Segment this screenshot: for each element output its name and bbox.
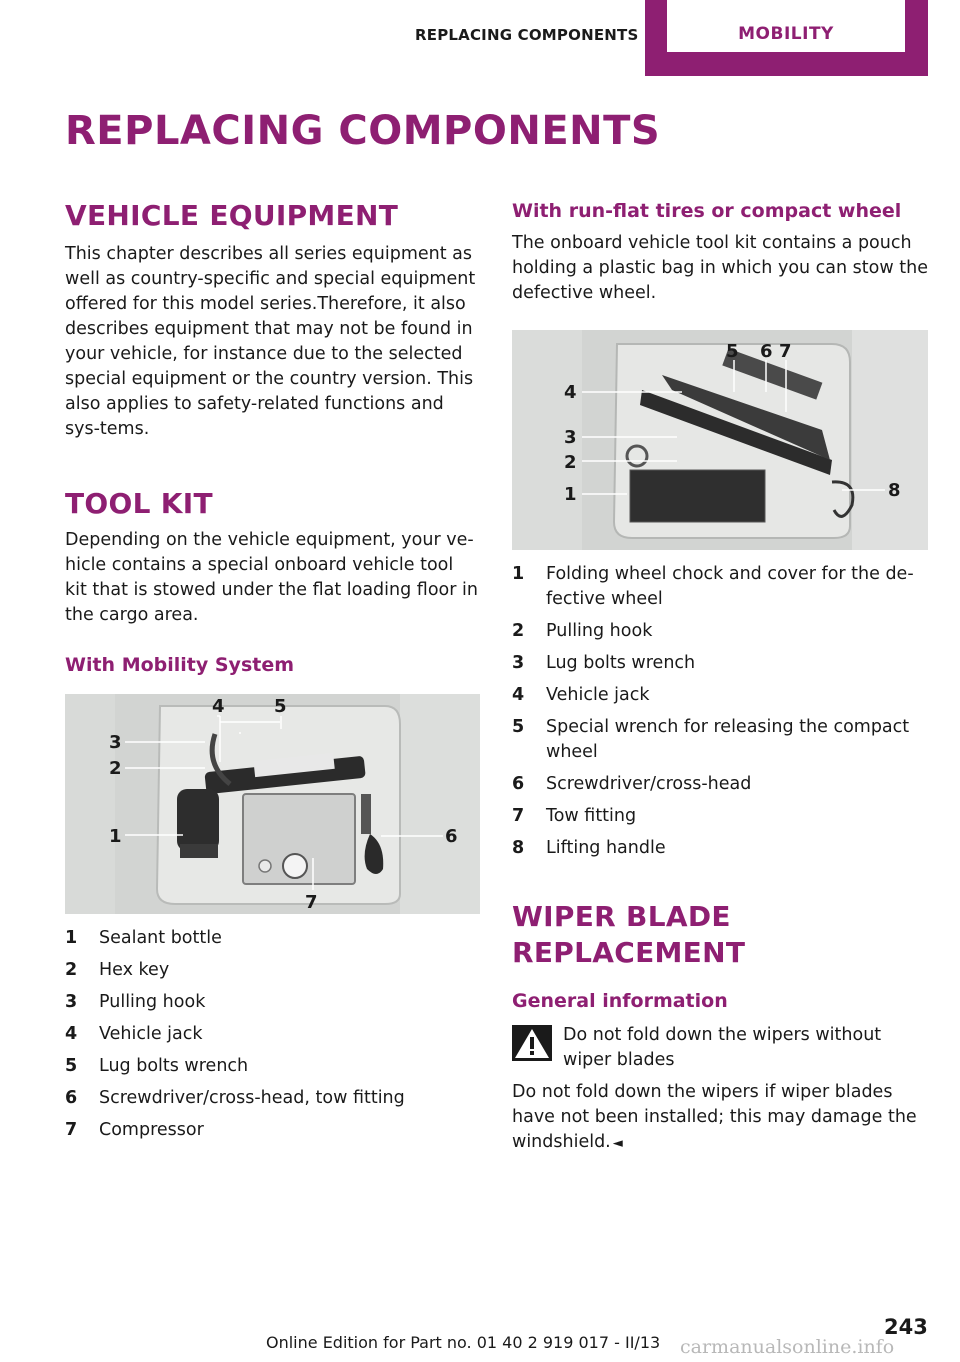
callout-6: 6: [445, 826, 458, 847]
warning-note: [512, 1023, 928, 1073]
footer-edition: Online Edition for Part no. 01 40 2 919 017 - II/13: [266, 1333, 661, 1352]
item-number: 1: [512, 564, 525, 584]
chapter-tab-label: MOBILITY: [667, 0, 905, 52]
callout-2: 2: [109, 758, 122, 779]
item-number: 3: [65, 992, 78, 1012]
list-item: [512, 804, 928, 829]
item-text: Tow fitting: [546, 806, 637, 826]
wiper-heading: WIPER BLADE REPLACEMENT: [512, 900, 746, 969]
list-item: [512, 715, 928, 765]
header-section-title: REPLACING COMPONENTS: [415, 26, 639, 44]
callout-7: 7: [779, 341, 792, 362]
item-text: Screwdriver/cross-head: [546, 774, 752, 794]
wiper-body-text: Do not fold down the wipers if wiper blades have not been installed; this may damage the windshield.: [512, 1082, 917, 1152]
item-text: Vehicle jack: [546, 685, 650, 705]
left-column: [65, 196, 480, 1150]
wiper-subheading: General information: [512, 990, 728, 1012]
list-item: [65, 1022, 480, 1047]
callout-6: 6: [760, 341, 773, 362]
item-number: 3: [512, 653, 525, 673]
callout-4: 4: [212, 696, 225, 717]
list-item: [512, 683, 928, 708]
run-flat-heading: With run-flat tires or compact wheel: [512, 200, 902, 222]
list-item: [65, 1118, 480, 1143]
callout-7: 7: [305, 892, 318, 913]
item-text: Special wrench for releasing the compact wheel: [546, 717, 910, 762]
list-item: [512, 619, 928, 644]
item-number: 4: [65, 1024, 78, 1044]
list-item: [512, 562, 928, 612]
item-text: Pulling hook: [99, 992, 206, 1012]
callout-5: 5: [274, 696, 287, 717]
run-flat-body: The onboard vehicle tool kit contains a pouch holding a plastic bag in which you can stow the defective wheel.: [512, 233, 928, 303]
item-text: Hex key: [99, 960, 170, 980]
right-column: [512, 196, 928, 1156]
item-number: 7: [512, 806, 525, 826]
item-number: 5: [65, 1056, 78, 1076]
item-text: Screwdriver/cross-head, tow fitting: [99, 1088, 405, 1108]
item-text: Lug bolts wrench: [546, 653, 696, 673]
vehicle-equipment-body: This chapter describes all series equipment as well as country-specific and special equipment offered for this model series.Therefore, it also describes equipment that may not be found in your vehicle, for instance due to the selected special equipment or the country version. This also applies to safety-related functions and sys-tems.: [65, 244, 476, 439]
callout-1: 1: [564, 484, 577, 505]
callout-4: 4: [564, 382, 577, 403]
callout-8: 8: [888, 480, 901, 501]
list-item: [65, 926, 480, 951]
item-number: 2: [512, 621, 525, 641]
run-flat-illustration: [512, 330, 928, 550]
mobility-system-list: [65, 926, 480, 1143]
warning-title: Do not fold down the wipers without wiper blades: [563, 1025, 882, 1070]
item-number: 2: [65, 960, 78, 980]
warning-triangle-icon: [512, 1025, 552, 1061]
list-item: [512, 651, 928, 676]
list-item: [65, 1086, 480, 1111]
item-text: Folding wheel chock and cover for the de-fective wheel: [546, 564, 914, 609]
list-item: [512, 772, 928, 797]
run-flat-figure: [512, 330, 928, 550]
item-text: Lifting handle: [546, 838, 666, 858]
mobility-system-figure: [65, 694, 480, 914]
item-number: 8: [512, 838, 525, 858]
callout-1: 1: [109, 826, 122, 847]
item-text: Lug bolts wrench: [99, 1056, 249, 1076]
item-number: 4: [512, 685, 525, 705]
list-item: [65, 1054, 480, 1079]
tool-kit-body: Depending on the vehicle equipment, your ve-hicle contains a special onboard vehicle tool kit that is stowed under the flat loading floor in the cargo area.: [65, 530, 478, 625]
watermark: carmanualsonline.info: [680, 1336, 895, 1358]
run-flat-list: [512, 562, 928, 861]
list-item: [65, 958, 480, 983]
page-number: 243: [884, 1315, 928, 1339]
list-item: [65, 990, 480, 1015]
item-number: 6: [512, 774, 525, 794]
item-number: 6: [65, 1088, 78, 1108]
callout-5: 5: [726, 341, 739, 362]
end-mark-icon: ◄: [612, 1136, 623, 1151]
callout-3: 3: [564, 427, 577, 448]
item-text: Sealant bottle: [99, 928, 222, 948]
item-number: 5: [512, 717, 525, 737]
item-text: Pulling hook: [546, 621, 653, 641]
list-item: [512, 836, 928, 861]
item-number: 1: [65, 928, 78, 948]
callout-2: 2: [564, 452, 577, 473]
item-text: Compressor: [99, 1120, 204, 1140]
wiper-body: [512, 1080, 928, 1156]
callout-3: 3: [109, 732, 122, 753]
item-number: 7: [65, 1120, 78, 1140]
mobility-system-illustration: [65, 694, 480, 914]
mobility-system-heading: With Mobility System: [65, 654, 295, 676]
page-title: REPLACING COMPONENTS: [65, 108, 661, 154]
vehicle-equipment-heading: VEHICLE EQUIPMENT: [65, 199, 399, 232]
chapter-tab[interactable]: [645, 0, 928, 76]
tool-kit-heading: TOOL KIT: [65, 487, 213, 520]
item-text: Vehicle jack: [99, 1024, 203, 1044]
